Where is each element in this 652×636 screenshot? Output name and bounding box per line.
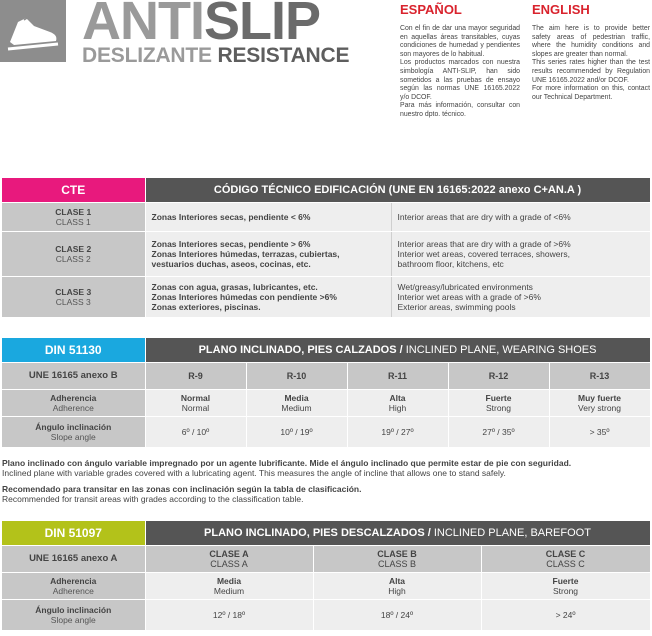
angle-value: 27º / 35º <box>448 416 549 447</box>
adherence-label-en: Adherence <box>52 402 94 413</box>
table-row <box>2 231 650 276</box>
class-label-es: CLASE 3 <box>55 286 92 297</box>
spanish-text: Con el fin de dar una mayor seguridad en aquellas áreas transitables, cuyas condiciones de humedad y pendientes son mayores de lo habitual. Los productos marcados con nuestra simbología ANTI-SLIP, han sido sometidos a las pruebas de ensayo según las normas UNE 16165.2022 y/o DCOF. Para más información, consultar con nuestro dpto. técnico. <box>400 25 520 118</box>
adherence-en: High <box>388 402 407 413</box>
class-es: CLASE A <box>209 548 249 559</box>
spanish-column <box>400 2 520 120</box>
din51130-title <box>145 338 650 362</box>
rating-r13: R-13 <box>549 362 650 389</box>
din51130-title-bold: PLANO INCLINADO, PIES CALZADOS / <box>198 343 403 356</box>
adherence-es: Media <box>216 575 242 586</box>
cte-class-1 <box>2 202 145 231</box>
adherence-value <box>481 572 650 599</box>
adherence-es: Alta <box>388 575 406 586</box>
adherence-value <box>246 389 347 416</box>
adherence-label <box>2 389 145 416</box>
note-1-es: Plano inclinado con ángulo variable impregnado por un agente lubrificante. Mide el ángulo inclinado que permite estar de pie con seguridad. <box>2 458 572 468</box>
class-label-en: CLASS 3 <box>55 296 91 307</box>
english-text: The aim here is to provide better safety areas of pedestrian traffic, where the humidity conditions and slopes are greater than normal. This series rates higher than the test results recommended by Regulation UNE 16165.2022 and/or DCOF. For more information on this, contact our Technical Department. <box>532 25 650 101</box>
cte-class-2 <box>2 231 145 276</box>
adherence-en: High <box>388 585 406 596</box>
subtitle-deslizante: DESLIZANTE <box>82 44 212 67</box>
class-label-es: CLASE 2 <box>55 243 92 254</box>
din51097-table <box>2 521 651 631</box>
rating-r9: R-9 <box>145 362 246 389</box>
din51130-title-thin: INCLINED PLANE, WEARING SHOES <box>405 343 597 356</box>
din51097-title-bold: PLANO INCLINADO, PIES DESCALZADOS / <box>204 526 431 539</box>
angle-label-es: Ángulo inclinación <box>35 421 112 432</box>
adherence-value <box>145 572 313 599</box>
angle-label-es: Ángulo inclinación <box>35 604 112 615</box>
din51130-angle-row <box>2 416 650 447</box>
note-2-es: Recomendado para transitar en las zonas con inclinación según la tabla de clasificación. <box>2 484 362 494</box>
rating-r10: R-10 <box>246 362 347 389</box>
cte-header-row <box>2 178 650 202</box>
class-label-es: CLASE 1 <box>55 206 92 217</box>
class-label-en: CLASS 1 <box>55 216 91 227</box>
adherence-es: Alta <box>389 392 406 403</box>
adherence-en: Strong <box>552 585 579 596</box>
cte-desc-es: Zonas Interiores secas, pendiente > 6% Zonas Interiores húmedas, terrazas, cubiertas, vestuarios duchas, aseos, cocinas, etc. <box>145 231 391 276</box>
angle-value: 10º / 19º <box>246 416 347 447</box>
angle-value: 18º / 24º <box>313 599 481 630</box>
adherence-es: Muy fuerte <box>578 392 622 403</box>
din51097-angle-row <box>2 599 650 630</box>
note-2 <box>2 484 650 504</box>
din51130-tag: DIN 51130 <box>2 338 145 362</box>
adherence-label <box>2 572 145 599</box>
cte-desc-en: Interior areas that are dry with a grade of <6% <box>391 202 650 231</box>
class-en: CLASS B <box>377 558 417 569</box>
adherence-value <box>347 389 448 416</box>
angle-value: 12º / 18º <box>145 599 313 630</box>
class-es: CLASE C <box>545 548 586 559</box>
page-title <box>82 0 321 51</box>
din51097-header-row <box>2 521 650 545</box>
cte-desc-en: Interior areas that are dry with a grade of >6% Interior wet areas, covered terraces, showers, bathroom floor, kitchens, etc <box>391 231 650 276</box>
class-b <box>313 545 481 572</box>
din51097-sub-label: UNE 16165 anexo A <box>2 545 145 572</box>
adherence-es: Fuerte <box>552 575 579 586</box>
din51097-tag: DIN 51097 <box>2 521 145 545</box>
title-part-slip: SLIP <box>203 0 321 51</box>
angle-value: 6º / 10º <box>145 416 246 447</box>
adherence-value <box>448 389 549 416</box>
spanish-title: ESPAÑOL <box>400 2 462 17</box>
class-a <box>145 545 313 572</box>
page-subtitle <box>82 45 349 67</box>
class-c <box>481 545 650 572</box>
adherence-label-es: Adherencia <box>50 575 97 586</box>
adherence-en: Strong <box>485 402 512 413</box>
cte-desc-en: Wet/greasy/lubricated environments Interior wet areas with a grade of >6% Exterior areas, swimming pools <box>391 276 650 317</box>
cte-tag: CTE <box>2 178 145 202</box>
class-es: CLASE B <box>377 548 417 559</box>
table-row <box>2 202 650 231</box>
adherence-es: Normal <box>180 392 211 403</box>
note-1 <box>2 458 650 478</box>
din51097-class-row <box>2 545 650 572</box>
din51097-title <box>145 521 650 545</box>
rating-r12: R-12 <box>448 362 549 389</box>
class-en: CLASS C <box>546 558 585 569</box>
shoe-slip-icon <box>4 8 62 54</box>
din51097-title-thin: INCLINED PLANE, BAREFOOT <box>433 526 591 539</box>
adherence-label-es: Adherencia <box>50 392 97 403</box>
adherence-label-en: Adherence <box>52 585 94 596</box>
angle-label <box>2 599 145 630</box>
english-title: ENGLISH <box>532 2 590 17</box>
adherence-en: Normal <box>181 402 210 413</box>
note-2-en: Recommended for transit areas with grades according to the classification table. <box>2 494 304 504</box>
cte-table <box>2 178 651 318</box>
adherence-value <box>313 572 481 599</box>
din51130-rating-row <box>2 362 650 389</box>
subtitle-resistance: RESISTANCE <box>217 44 350 67</box>
din51130-sub-label: UNE 16165 anexo B <box>2 362 145 389</box>
table-row <box>2 276 650 317</box>
cte-class-3 <box>2 276 145 317</box>
adherence-value <box>549 389 650 416</box>
cte-title: CÓDIGO TÉCNICO EDIFICACIÓN (UNE EN 16165:2022 anexo C+AN.A ) <box>145 178 650 202</box>
angle-label-en: Slope angle <box>50 614 96 625</box>
din51097-adherence-row <box>2 572 650 599</box>
class-label-en: CLASS 2 <box>55 253 91 264</box>
note-1-en: Inclined plane with variable grades covered with a lubricating agent. This measures the angle of incline that allows one to stand safely. <box>2 468 506 478</box>
adherence-es: Media <box>284 392 309 403</box>
cte-desc-es: Zonas con agua, grasas, lubricantes, etc. Zonas Interiores húmedas con pendiente >6% Zonas exteriores, piscinas. <box>145 276 391 317</box>
din51130-table <box>2 338 651 448</box>
cte-desc-es: Zonas Interiores secas, pendiente < 6% <box>145 202 391 231</box>
adherence-en: Very strong <box>578 402 622 413</box>
angle-value: > 24º <box>481 599 650 630</box>
angle-label <box>2 416 145 447</box>
english-column <box>532 2 650 102</box>
din51130-header-row <box>2 338 650 362</box>
adherence-value <box>145 389 246 416</box>
angle-value: 19º / 27º <box>347 416 448 447</box>
angle-value: > 35º <box>549 416 650 447</box>
rating-r11: R-11 <box>347 362 448 389</box>
class-en: CLASS A <box>210 558 248 569</box>
adherence-en: Medium <box>281 402 312 413</box>
angle-label-en: Slope angle <box>50 431 96 442</box>
anti-slip-logo <box>0 0 66 62</box>
din51130-adherence-row <box>2 389 650 416</box>
adherence-es: Fuerte <box>485 392 512 403</box>
title-part-anti: ANTI <box>82 0 204 51</box>
adherence-en: Medium <box>213 585 245 596</box>
